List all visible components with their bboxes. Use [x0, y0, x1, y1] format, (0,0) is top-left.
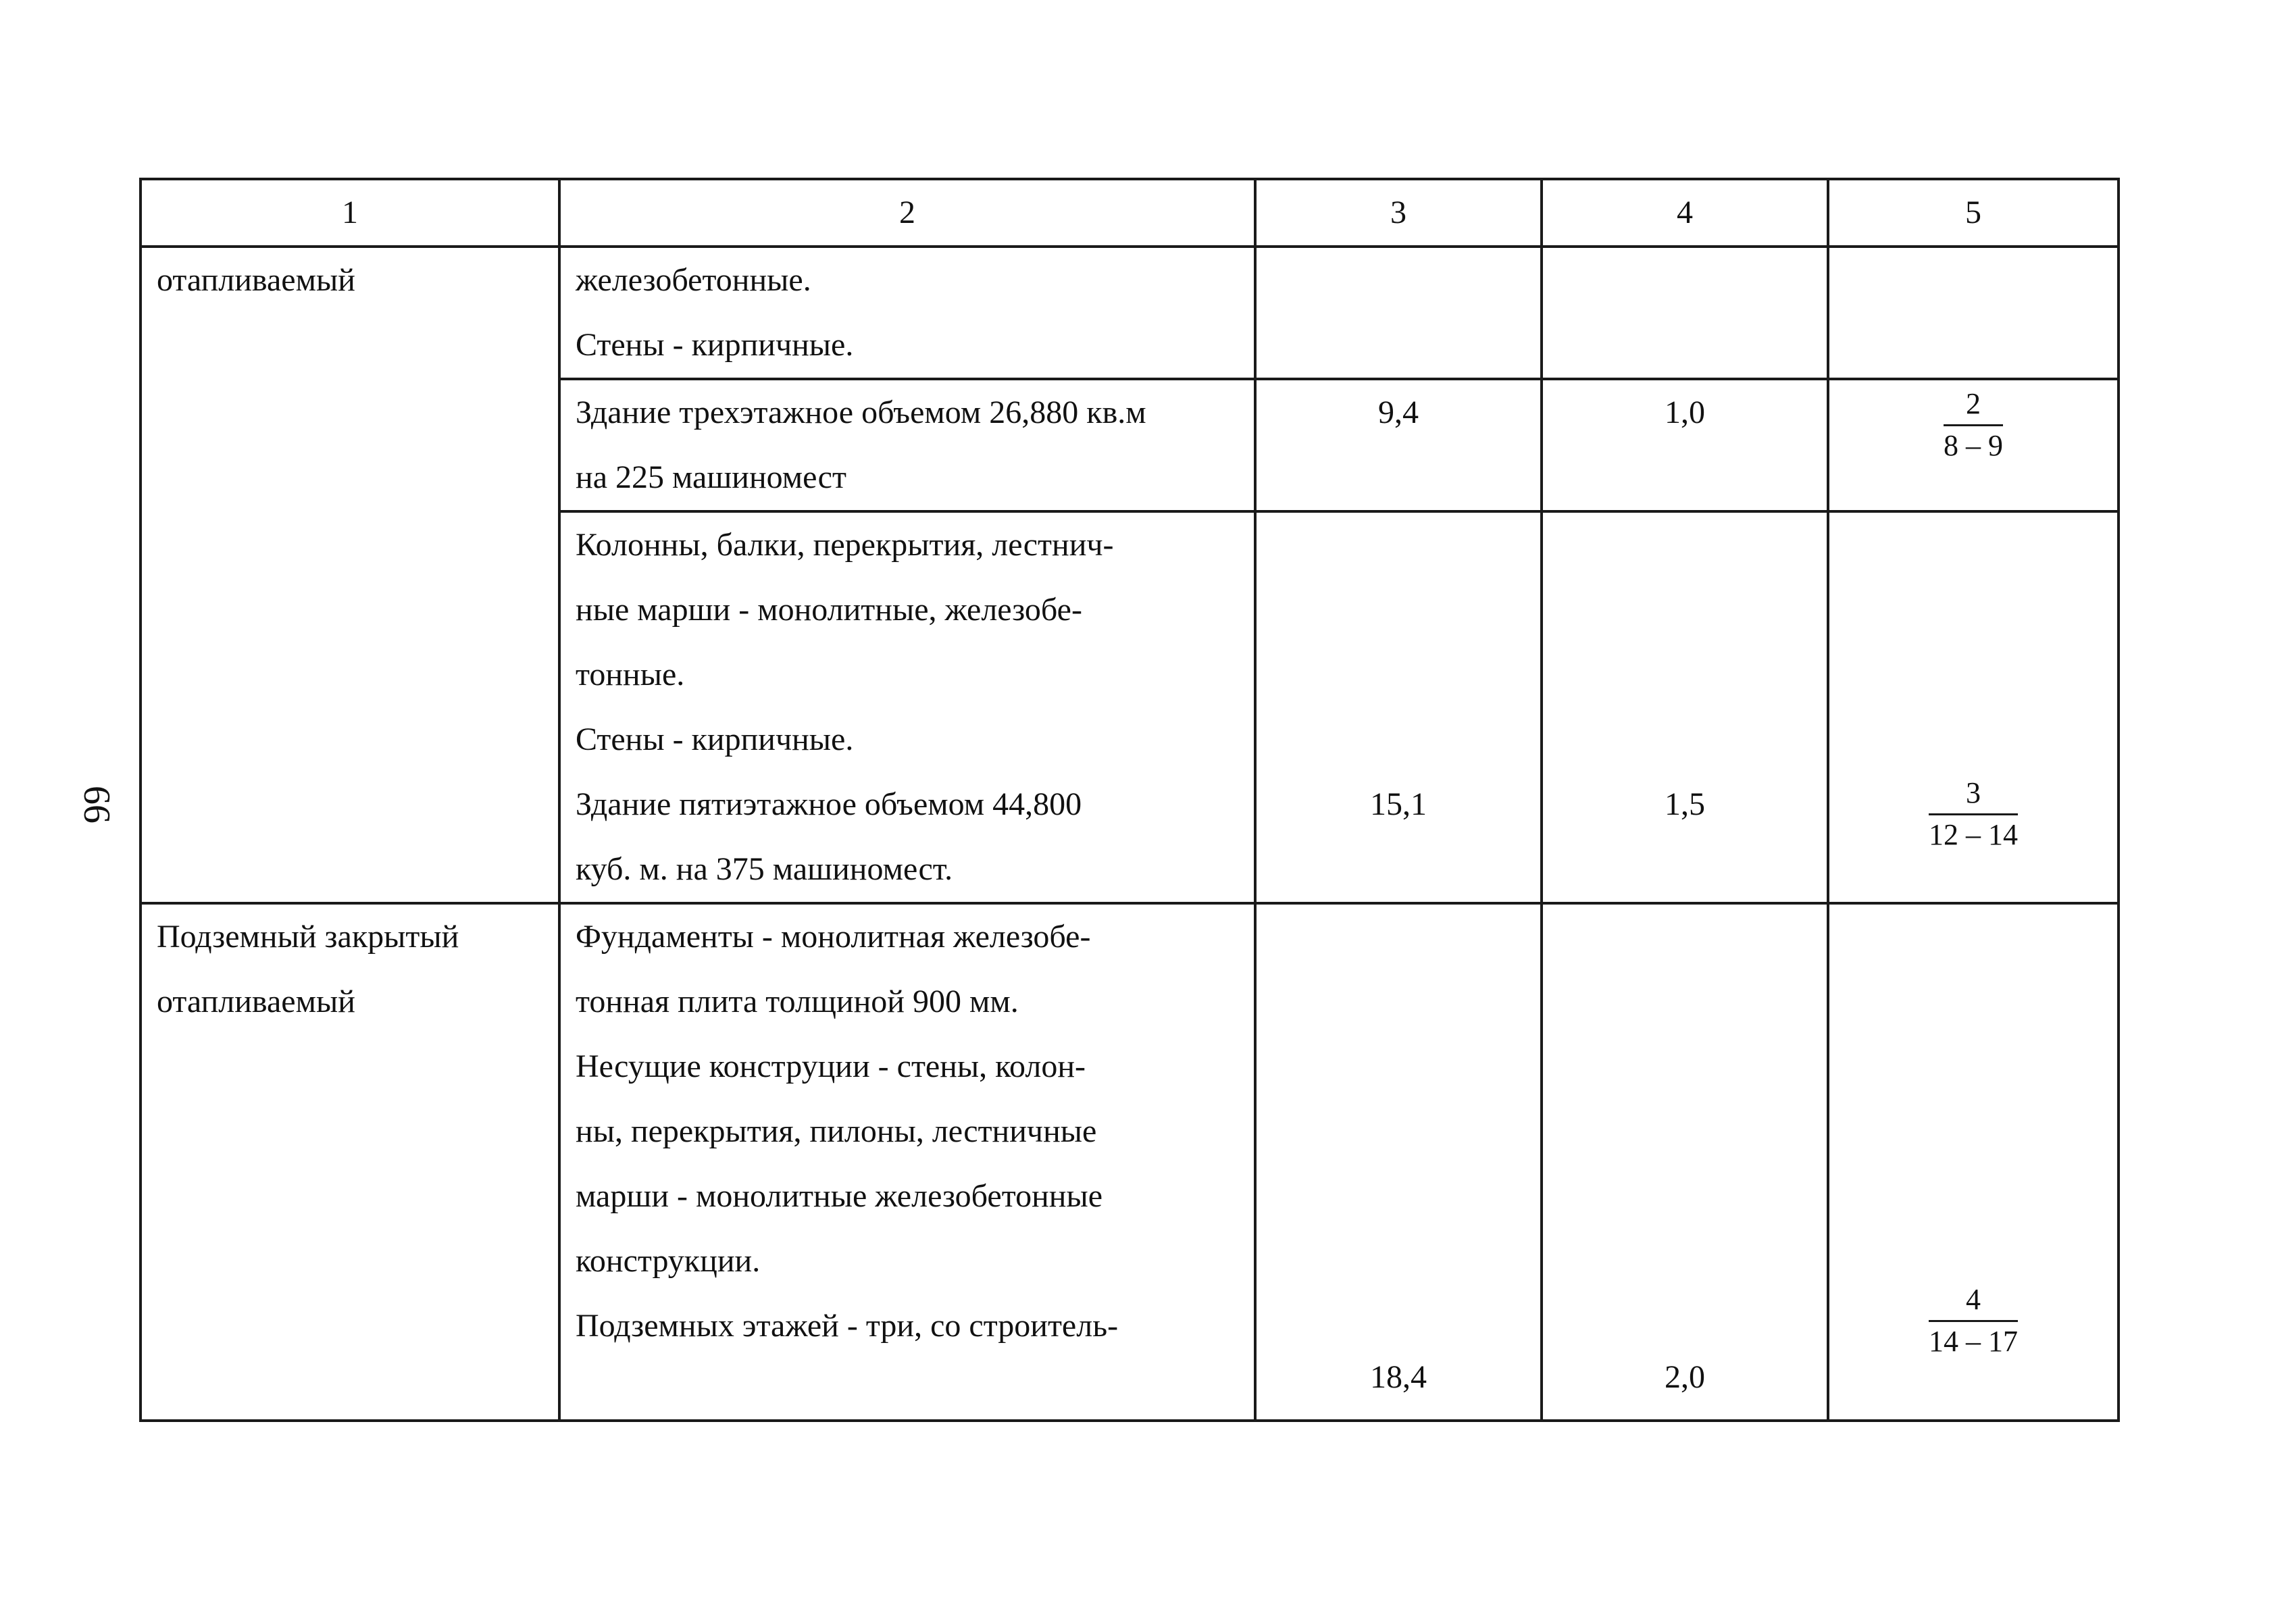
page-number: 66: [76, 786, 118, 823]
cell-col5: [1828, 903, 2119, 1421]
header-cell-1: 1: [141, 179, 559, 247]
cell-col4: 2,0: [1542, 903, 1828, 1421]
fraction-denominator: 14 – 17: [1929, 1324, 2018, 1358]
cell-col5: [1828, 511, 2119, 903]
text-line: Колонны, балки, перекрытия, лестнич-: [576, 527, 1114, 563]
text-line: ные марши - монолитные, железобе-: [576, 592, 1082, 628]
text-line: Здание пятиэтажное объемом 44,800: [576, 786, 1082, 822]
text-line: Стены - кирпичные.: [576, 721, 854, 757]
text-line: на 225 машиномест: [576, 459, 846, 495]
text-line: ны, перекрытия, пилоны, лестничные: [576, 1113, 1097, 1149]
table-row: [141, 247, 2119, 379]
fraction-numerator: 2: [1944, 387, 2003, 426]
header-cell-5: 5: [1828, 179, 2119, 247]
cell-description: [559, 379, 1255, 511]
header-cell-2: 2: [559, 179, 1255, 247]
cell-building-type: [141, 247, 559, 903]
fraction-numerator: 3: [1929, 776, 2018, 815]
cell-col3: 18,4: [1255, 903, 1542, 1421]
text-line: куб. м. на 375 машиномест.: [576, 851, 953, 887]
fraction: [1929, 776, 2018, 852]
text-line: тонные.: [576, 657, 685, 692]
text-line: отапливаемый: [157, 984, 355, 1019]
cell-col4: 1,0: [1542, 379, 1828, 511]
header-cell-3: 3: [1255, 179, 1542, 247]
cell-col4: [1542, 247, 1828, 379]
cell-building-type: [141, 903, 559, 1421]
cell-description: [559, 903, 1255, 1421]
fraction-denominator: 8 – 9: [1944, 428, 2003, 462]
cell-col3: 15,1: [1255, 511, 1542, 903]
fraction-numerator: 4: [1929, 1283, 2018, 1322]
cell-col5: [1828, 247, 2119, 379]
cell-description: [559, 511, 1255, 903]
text-line: Несущие конструции - стены, колон-: [576, 1048, 1086, 1084]
text-line: железобетонные.: [576, 262, 811, 298]
text-line: Здание трехэтажное объемом 26,880 кв.м: [576, 395, 1146, 430]
header-cell-4: 4: [1542, 179, 1828, 247]
fraction: [1944, 387, 2003, 463]
text-line: конструкции.: [576, 1243, 761, 1279]
header-row: [141, 179, 2119, 247]
cell-description: [559, 247, 1255, 379]
cell-col4: 1,5: [1542, 511, 1828, 903]
fraction-denominator: 12 – 14: [1929, 817, 2018, 851]
table-row: [141, 903, 2119, 1421]
text-line: марши - монолитные железобетонные: [576, 1178, 1102, 1214]
cell-col3: [1255, 247, 1542, 379]
text-line: Фундаменты - монолитная железобе-: [576, 919, 1091, 955]
data-table: [139, 178, 2120, 1422]
text-line: отапливаемый: [157, 262, 355, 298]
text-line: Подземный закрытый: [157, 919, 459, 955]
cell-col3: 9,4: [1255, 379, 1542, 511]
text-line: Стены - кирпичные.: [576, 327, 854, 363]
text-line: Подземных этажей - три, со строитель-: [576, 1308, 1119, 1344]
cell-col5: [1828, 379, 2119, 511]
text-line: тонная плита толщиной 900 мм.: [576, 984, 1019, 1019]
fraction: [1929, 1283, 2018, 1359]
